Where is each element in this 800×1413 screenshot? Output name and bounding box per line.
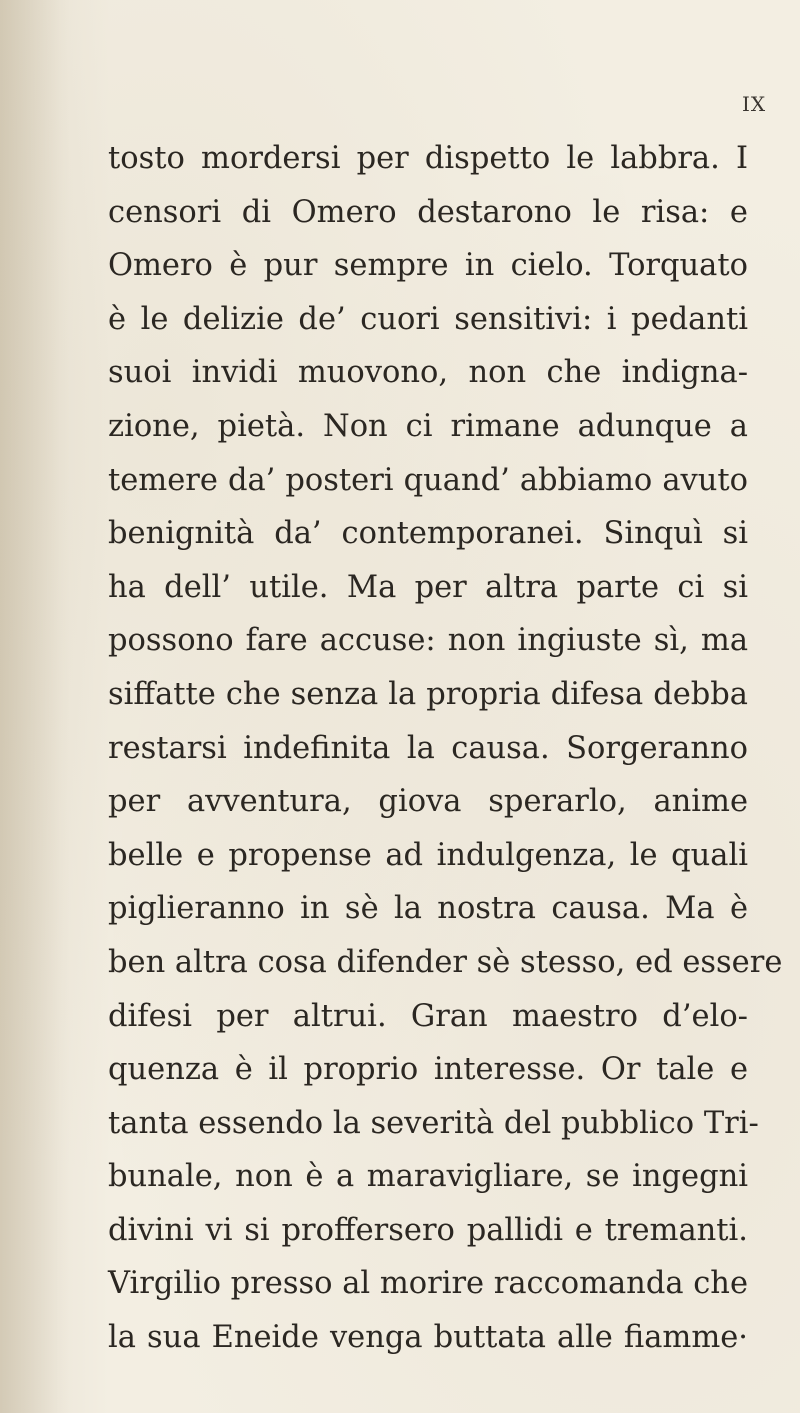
page-gutter-shading <box>0 0 70 1413</box>
text-line: zione, pietà. Non ci rimane adunque a <box>108 408 748 444</box>
text-line: belle e propense ad indulgenza, le quali <box>108 837 748 873</box>
text-line: temere da’ posteri quand’ abbiamo avuto <box>108 462 748 498</box>
text-line: tanta essendo la severità del pubblico Tri- <box>108 1105 759 1141</box>
text-line: è le delizie de’ cuori sensitivi: i pedanti <box>108 301 748 337</box>
page-number: IX <box>742 92 767 116</box>
text-line: tosto mordersi per dispetto le labbra. I <box>108 141 748 176</box>
text-line: ha dell’ utile. Ma per altra parte ci si <box>108 569 748 605</box>
text-line: ben altra cosa difender sè stesso, ed essere <box>108 944 783 980</box>
text-line: divini vi si proffersero pallidi e tremanti. <box>108 1212 748 1248</box>
text-line: Omero è pur sempre in cielo. Torquato <box>108 248 748 284</box>
text-line: piglieranno in sè la nostra causa. Ma è <box>108 891 748 927</box>
text-line: censori di Omero destarono le risa: e <box>108 194 748 230</box>
text-line: la sua Eneide venga buttata alle fiamme· <box>108 1320 748 1356</box>
text-line: restarsi indefinita la causa. Sorgeranno <box>108 730 748 766</box>
text-line: per avventura, giova sperarlo, anime <box>108 784 748 820</box>
text-line: quenza è il proprio interesse. Or tale e <box>108 1052 748 1088</box>
text-line: Virgilio presso al morire raccomanda che <box>108 1266 748 1302</box>
text-line: siffatte che senza la propria difesa debba <box>108 676 748 712</box>
body-text <box>108 132 783 1365</box>
text-line: bunale, non è a maravigliare, se ingegni <box>108 1159 748 1195</box>
text-line: benignità da’ contemporanei. Sinquì si <box>108 516 748 552</box>
text-line: difesi per altrui. Gran maestro d’elo- <box>108 998 748 1034</box>
text-line: suoi invidi muovono, non che indigna- <box>108 355 748 391</box>
text-line: possono fare accuse: non ingiuste sì, ma <box>108 623 748 659</box>
